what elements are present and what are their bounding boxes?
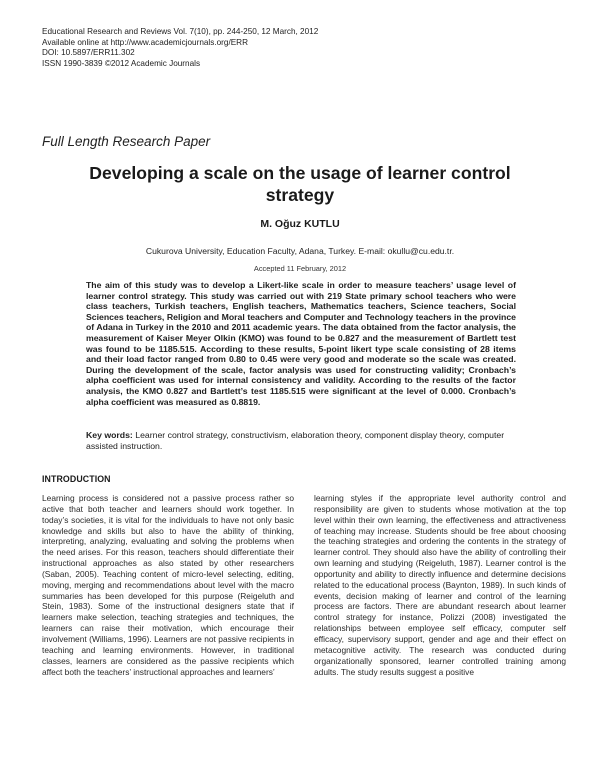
keywords-text: Learner control strategy, constructivism, elaboration theory, component display theory, computer assisted instruction. bbox=[86, 430, 505, 451]
issn: ISSN 1990-3839 ©2012 Academic Journals bbox=[42, 58, 201, 68]
author-affiliation: Cukurova University, Education Faculty, Adana, Turkey. E-mail: okullu@cu.edu.tr. bbox=[145, 246, 455, 256]
paper-title: Developing a scale on the usage of learner control strategy bbox=[89, 163, 511, 205]
body-column-left: Learning process is considered not a passive process rather so active that both teacher and learners should work together. In today’s societies, it is vital for the individuals to have not only basic knowledge and skills but also to have the ability of thinking, interpreting, analyzing, evaluating and solving the problems when the need arises. For this reason, teachers should differentiate their instructional approaches as also stated by other researchers (Saban, 2005). Teaching content of micro-level selecting, editing, moving, merging and recommendations about level with the macro summaries has been developed for this purpose (Reigeluth and Stein, 1983). Some of the instructional designers state that if learners make selection, teaching strategies and techniques, the learners can raise their motivation, which encourage their involvement (Williams, 1996). Learners are not passive recipients in teaching and learning environments. However, in traditional classes, learners are considered as the passive recipients which affect both the teachers’ instructional approaches and learners’ bbox=[42, 493, 294, 677]
journal-citation: Educational Research and Reviews Vol. 7(10), pp. 244-250, 12 March, 2012 bbox=[42, 27, 319, 36]
keywords bbox=[86, 430, 516, 452]
body-column-right: learning styles if the appropriate level authority control and responsibility are given to students whose motivation at the top level within their own learning, the effectiveness and attractiveness of teaching may increase. Students should be free about choosing the teaching strategies and ordering the contents in the strategy of learner control. They should also have the ability of controlling their own learning and studying (Reigeluth, 1987). Learner control is the opportunity and ability to directly influence and determine decisions related to the educational process (Baynton, 1989). In such kinds of events, decision making of learner and control of the learning process are factors. There are abundant research about learner control strategy for instance, Polizzi (2008) investigated the relationships between employee self efficacy, computer self efficacy, supervisory support, gender and age and their effect on metacognitive activity. The research was conducted during organizationally sponsored, learner controlled training among adults. The study results suggest a positive bbox=[314, 493, 566, 677]
online-availability: Available online at http://www.academicjournals.org/ERR bbox=[42, 37, 249, 47]
journal-header bbox=[42, 27, 318, 69]
author-name: M. Oğuz KUTLU bbox=[260, 218, 340, 230]
abstract: The aim of this study was to develop a Likert-like scale in order to measure teachers’ usage level of learner control strategy. This study was carried out with 219 State primary school teachers who were class teachers, Turkish teachers, English teachers, Mathematics teachers, Science teachers, Social Sciences teachers, Religion and Moral teachers and Computer and Technology teachers in the province of Adana in Turkey in the 2010 and 2011 academic years. The data obtained from the factor analysis, the measurement of Kaiser Meyer Olkin (KMO) was found to be 0.827 and the measurement of Bartlett test was found to be 1185.515. According to these results, 5-point likert type scale consisting of 28 items and their load factor ranged from 0.80 to 0.45 were very good and moderate so the scale was created. During the development of the scale, factor analysis was used for constructing validity; Cronbach’s alpha coefficient was used for internal consistency and validity. According to the results of the factor analysis, the KMO 0.827 and Bartlett’s test 1185.515 were significant at the level of 0.000. Cronbach’s alpha coefficient was measured as 0.8819. bbox=[86, 280, 516, 407]
keywords-label: Key words: bbox=[86, 430, 133, 440]
accepted-date: Accepted 11 February, 2012 bbox=[253, 264, 347, 273]
paper-type: Full Length Research Paper bbox=[42, 134, 211, 149]
section-heading-introduction: INTRODUCTION bbox=[42, 474, 111, 484]
doi: DOI: 10.5897/ERR11.302 bbox=[42, 48, 135, 58]
